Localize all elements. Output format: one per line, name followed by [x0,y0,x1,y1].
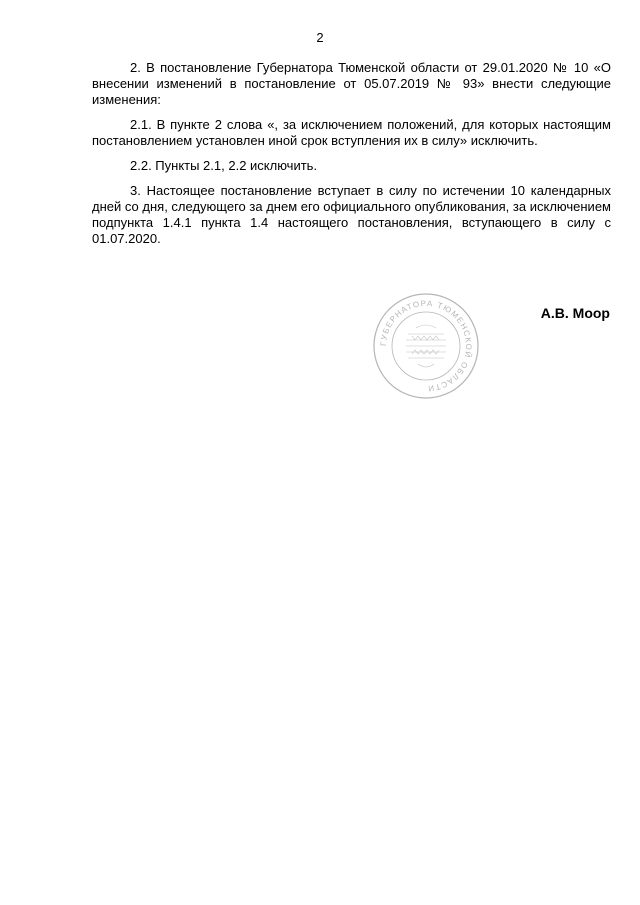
document-body [92,60,611,256]
seal-ring-text: ГУБЕРНАТОРА ТЮМЕНСКОЙ ОБЛАСТИ [378,298,474,394]
official-seal [372,292,480,400]
paragraph-2: 2. В постановление Губернатора Тюменской области от 29.01.2020 № 10 «О внесении изменений в постановление от 05.07.2019 № 93» внести следующие изменения: [92,60,611,107]
paragraph-3: 3. Настоящее постановление вступает в силу по истечении 10 календарных дней со дня, следующего за днем его официального опубликования, за исключением подпункта 1.4.1 пункта 1.4 настоящего постановления, вступающего в силу с 01.07.2020. [92,183,611,246]
signature-name: А.В. Моор [540,305,610,321]
paragraph-2-1: 2.1. В пункте 2 слова «, за исключением положений, для которых настоящим постановлением установлен иной срок вступления их в силу» исключить. [92,117,611,148]
paragraph-2-2: 2.2. Пункты 2.1, 2.2 исключить. [130,158,318,173]
page-number: 2 [316,30,324,45]
